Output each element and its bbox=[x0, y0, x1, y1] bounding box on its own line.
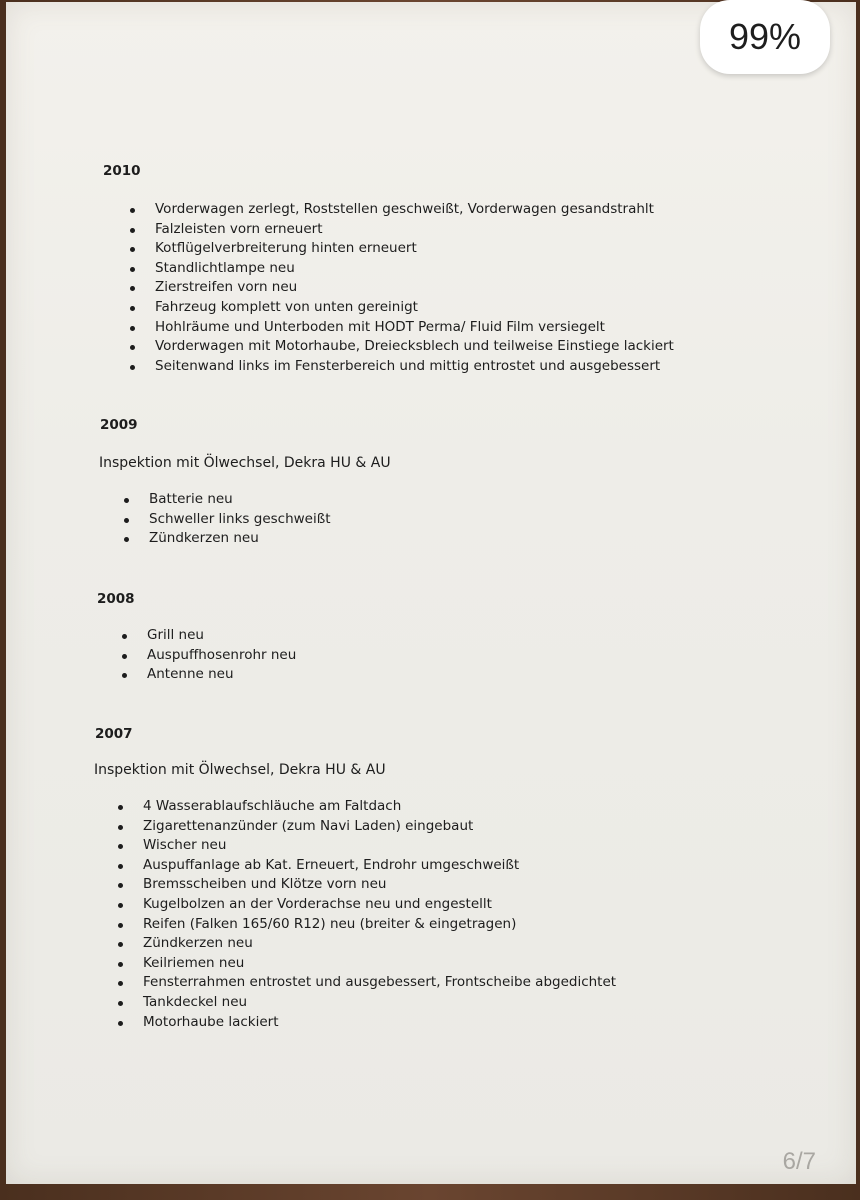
section-year-2008: 2008 bbox=[97, 591, 135, 607]
section-year-2009: 2009 bbox=[100, 417, 138, 433]
list-item: Batterie neu bbox=[124, 490, 331, 510]
list-item: Seitenwand links im Fensterbereich und mittig entrostet und ausgebessert bbox=[130, 357, 674, 377]
list-item: Vorderwagen mit Motorhaube, Dreiecksblech und teilweise Einstiege lackiert bbox=[130, 337, 674, 357]
list-item: Keilriemen neu bbox=[118, 954, 616, 974]
list-item: Schweller links geschweißt bbox=[124, 510, 331, 530]
list-item: Bremsscheiben und Klötze vorn neu bbox=[118, 875, 616, 895]
section-year-2010: 2010 bbox=[103, 163, 141, 179]
list-item: Zündkerzen neu bbox=[118, 934, 616, 954]
list-item: Tankdeckel neu bbox=[118, 993, 616, 1013]
list-item: Reifen (Falken 165/60 R12) neu (breiter & eingetragen) bbox=[118, 915, 616, 935]
list-item: Wischer neu bbox=[118, 836, 616, 856]
page-indicator: 6/7 bbox=[782, 1148, 816, 1175]
list-item: Grill neu bbox=[122, 626, 296, 646]
list-item: Auspuffhosenrohr neu bbox=[122, 646, 296, 666]
section-list-2010 bbox=[130, 200, 674, 376]
list-item: Vorderwagen zerlegt, Roststellen geschweißt, Vorderwagen gesandstrahlt bbox=[130, 200, 674, 220]
list-item: Antenne neu bbox=[122, 665, 296, 685]
section-list-2007 bbox=[118, 797, 616, 1032]
section-list-2008 bbox=[122, 626, 296, 685]
list-item: Zigarettenanzünder (zum Navi Laden) eingebaut bbox=[118, 817, 616, 837]
list-item: Fahrzeug komplett von unten gereinigt bbox=[130, 298, 674, 318]
list-item: Kugelbolzen an der Vorderachse neu und engestellt bbox=[118, 895, 616, 915]
section-year-2007: 2007 bbox=[95, 726, 133, 742]
zoom-level-badge[interactable]: 99% bbox=[700, 0, 830, 74]
section-list-2009 bbox=[124, 490, 331, 549]
list-item: Kotflügelverbreiterung hinten erneuert bbox=[130, 239, 674, 259]
list-item: Falzleisten vorn erneuert bbox=[130, 220, 674, 240]
list-item: 4 Wasserablaufschläuche am Faltdach bbox=[118, 797, 616, 817]
list-item: Zierstreifen vorn neu bbox=[130, 278, 674, 298]
list-item: Zündkerzen neu bbox=[124, 529, 331, 549]
section-intro-2009: Inspektion mit Ölwechsel, Dekra HU & AU bbox=[99, 455, 391, 471]
list-item: Hohlräume und Unterboden mit HODT Perma/ Fluid Film versiegelt bbox=[130, 318, 674, 338]
section-intro-2007: Inspektion mit Ölwechsel, Dekra HU & AU bbox=[94, 762, 386, 778]
list-item: Auspuffanlage ab Kat. Erneuert, Endrohr umgeschweißt bbox=[118, 856, 616, 876]
list-item: Standlichtlampe neu bbox=[130, 259, 674, 279]
list-item: Fensterrahmen entrostet und ausgebessert, Frontscheibe abgedichtet bbox=[118, 973, 616, 993]
list-item: Motorhaube lackiert bbox=[118, 1013, 616, 1033]
